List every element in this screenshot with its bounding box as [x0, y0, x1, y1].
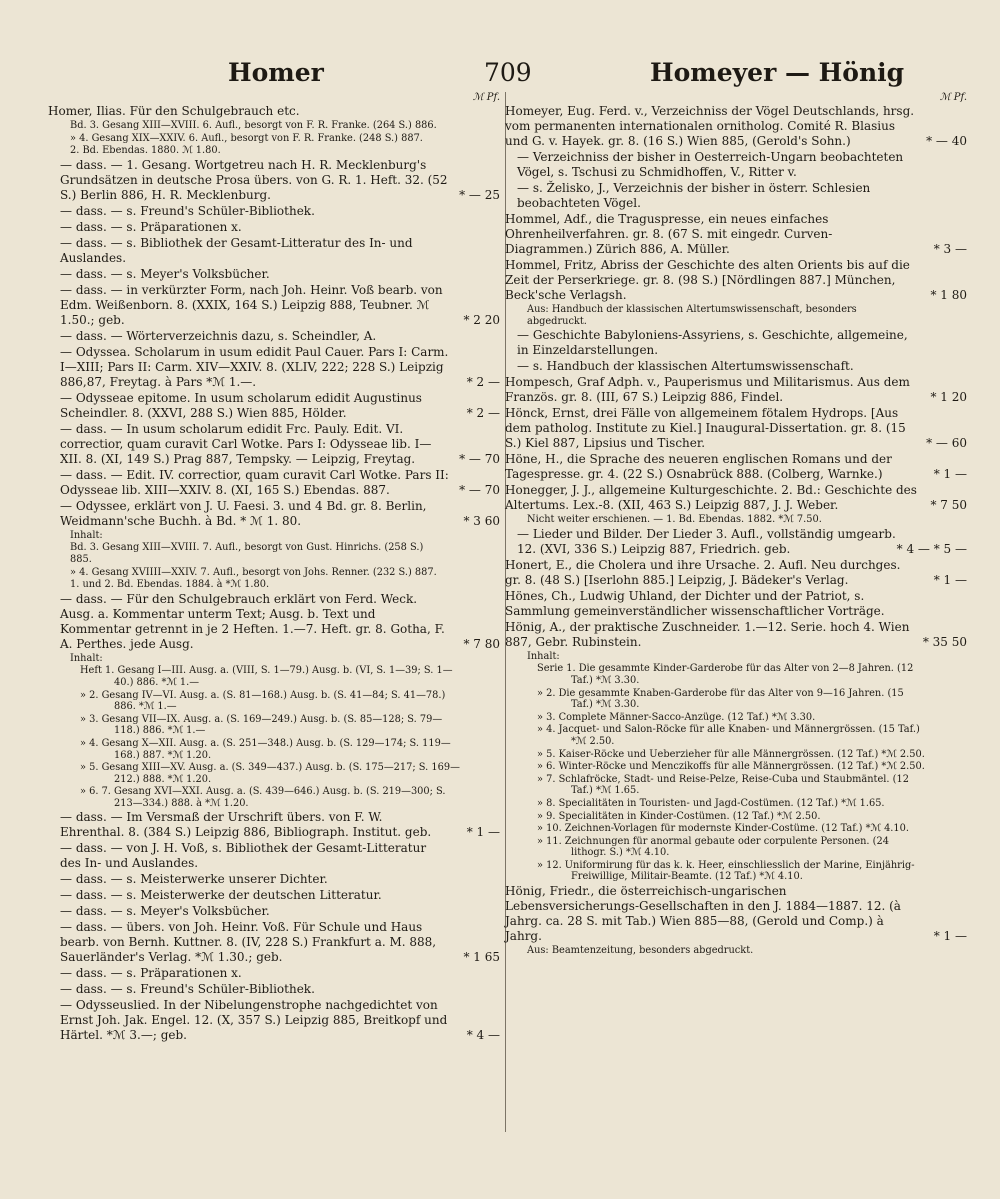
- entry-price: * — 40: [926, 134, 967, 148]
- entry-text: » 4. Gesang XVIIII—XXIV. 7. Aufl., besorgt von Johs. Renner. (232 S.) 887.: [70, 566, 437, 578]
- catalog-entry: [505, 774, 967, 797]
- entry-price: * 1 —: [933, 467, 967, 482]
- entry-text: Inhalt:: [527, 650, 560, 662]
- catalog-entry: [48, 220, 500, 235]
- catalog-entry: [48, 762, 500, 785]
- entry-text: » 4. Gesang X—XII. Ausg. a. (S. 251—348.) Ausg. b. (S. 129—174; S. 119—168.) 887. *ℳ 1.20.: [80, 737, 451, 761]
- left-column: [48, 92, 500, 1044]
- currency-header-right: ℳ Pf.: [939, 92, 967, 103]
- entry-text: » 3. Gesang VII—IX. Ausg. a. (S. 169—249.) Ausg. b. (S. 85—128; S. 79—118.) 886. *ℳ 1.—: [80, 713, 443, 737]
- entry-text: — Verzeichniss der bisher in Oesterreich-Ungarn beobachteten Vögel, s. Tschusi zu Schmidhoffen, V., Ritter v.: [517, 150, 904, 179]
- entry-text: — s. Želisko, J., Verzeichnis der bisher in österr. Schlesien beobachteten Vögel.: [517, 181, 871, 210]
- catalog-entry: [505, 620, 967, 650]
- catalog-entry: [505, 150, 967, 180]
- entry-price: * — 25: [459, 187, 500, 202]
- entry-price: * 7 80: [463, 636, 500, 651]
- catalog-entry: [505, 375, 967, 405]
- entry-text: — dass. — Edit. IV. correctior, quam curavit Carl Wotke. Pars II: Odysseae lib. XIII—XXIV. 8. (XI, 165 S.) Ebendas. 887.: [60, 467, 449, 497]
- entry-text: Honert, E., die Cholera und ihre Ursache. 2. Aufl. Neu durchges. gr. 8. (48 S.) [Iserlohn 885.] Leipzig, J. Bädeker's Verlag.: [505, 557, 901, 587]
- entry-text: — dass. — s. Meyer's Volksbücher.: [60, 266, 270, 281]
- entry-text: 2. Bd. Ebendas. 1880. ℳ 1.80.: [70, 145, 221, 157]
- entry-price: * 4 — * 5 —: [896, 541, 967, 556]
- entry-text: — Odysseae epitome. In usum scholarum edidit Augustinus Scheindler. 8. (XXVI, 288 S.) Wien 885, Hölder.: [60, 390, 422, 420]
- catalog-entry: [48, 872, 500, 887]
- entry-text: Hönig, Friedr., die österreichisch-ungarischen Lebensversicherungs-Gesellschaften in den J. 1884—1887. 12. (à Jahrg. ca. 28 S. mit Tab.) Wien 885—88, (Gerold und Comp.) à Jahrg.: [505, 884, 901, 944]
- catalog-entry: [48, 690, 500, 713]
- catalog-entry: [48, 133, 500, 145]
- catalog-entry: [505, 724, 967, 747]
- entry-price: * 7 50: [930, 498, 967, 513]
- entry-text: Heft 1. Gesang I—III. Ausg. a. (VIII, S. 1—79.) Ausg. b. (VI, S. 1—39; S. 1—40.) 886. *ℳ 1.—: [80, 665, 453, 688]
- catalog-entry: [48, 267, 500, 282]
- catalog-entry: [48, 653, 500, 665]
- catalog-entry: [505, 589, 967, 619]
- catalog-entry: [48, 422, 500, 467]
- entry-text: » 5. Gesang XIII—XV. Ausg. a. (S. 349—437.) Ausg. b. (S. 175—217; S. 169—212.) 888. *ℳ 1.20.: [80, 762, 460, 785]
- catalog-entry: [48, 204, 500, 219]
- entry-text: — dass. — s. Freund's Schüler-Bibliothek.: [60, 982, 315, 997]
- entry-text: 1. und 2. Bd. Ebendas. 1884. à *ℳ 1.80.: [70, 579, 270, 591]
- catalog-entry: [505, 359, 967, 374]
- catalog-entry: [505, 761, 967, 773]
- entry-text: Höne, H., die Sprache des neueren englischen Romans und der Tagespresse. gr. 4. (22 S.) Osnabrück 888. (Colberg, Warnke.): [505, 452, 892, 482]
- entry-text: — dass. — 1. Gesang. Wortgetreu nach H. R. Mecklenburg's Grundsätzen in deutsche Prosa übers. von G. R. 1. Heft. 32. (52 S.) Berlin 886, H. R. Mecklenburg.: [60, 157, 448, 202]
- running-head-right: Homeyer — Hönig: [650, 58, 905, 87]
- entry-text: Hommel, Adf., die Traguspresse, ein neues einfaches Ohrenheilverfahren. gr. 8. (67 S. mit eingedr. Curven-Diagrammen.) Zürich 886, A. Müller.: [505, 212, 833, 256]
- entry-price: * 1 20: [930, 390, 967, 405]
- entry-text: Hönes, Ch., Ludwig Uhland, der Dichter und der Patriot, s. Sammlung gemeinverständlicher wissenschaftlicher Vorträge.: [505, 588, 885, 618]
- catalog-entry: [48, 104, 500, 119]
- entry-text: Honegger, J. J., allgemeine Kulturgeschichte. 2. Bd.: Geschichte des Altertums. Lex.-8. (XII, 463 S.) Leipzig 887, J. J. Weber.: [505, 483, 917, 513]
- catalog-entry: [48, 810, 500, 840]
- running-head-left: Homer: [228, 58, 324, 87]
- catalog-entry: [505, 483, 967, 513]
- entry-text: » 4. Jacquet- und Salon-Röcke für alle Knaben- und Männergrössen. (15 Taf.) *ℳ 2.50.: [537, 724, 920, 747]
- catalog-entry: [48, 468, 500, 498]
- entry-text: Hönck, Ernst, drei Fälle von allgemeinem fötalem Hydrops. [Aus dem patholog. Institute zu Kiel.] Inaugural-Dissertation. gr. 8. (15 S.) Kiel 887, Lipsius und Tischer.: [505, 406, 906, 451]
- entry-text: — dass. — s. Meisterwerke der deutschen Litteratur.: [60, 888, 382, 903]
- entry-text: — dass. — s. Präparationen x.: [60, 219, 242, 234]
- catalog-entry: [505, 663, 967, 686]
- entry-price: * 3 —: [933, 242, 967, 256]
- entry-text: » 2. Gesang IV—VI. Ausg. a. (S. 81—168.) Ausg. b. (S. 41—84; S. 41—78.) 886. *ℳ 1.—: [80, 689, 446, 713]
- entry-text: Bd. 3. Gesang XIII—XVIII. 7. Aufl., besorgt von Gust. Hinrichs. (258 S.) 885.: [70, 542, 424, 565]
- entry-text: Inhalt:: [70, 529, 103, 541]
- entry-price: * — 70: [459, 451, 500, 466]
- entry-text: » 10. Zeichnen-Vorlagen für modernste Kinder-Costüme. (12 Taf.) *ℳ 4.10.: [537, 823, 910, 835]
- catalog-entry: [505, 823, 967, 835]
- catalog-entry: [505, 304, 967, 327]
- entry-text: — s. Handbuch der klassischen Altertumswissenschaft.: [517, 359, 854, 374]
- catalog-entry: [505, 836, 967, 859]
- entry-text: » 2. Die gesammte Knaben-Garderobe für das Alter von 9—16 Jahren. (15 Taf.) *ℳ 3.30.: [537, 687, 904, 711]
- entry-price: * 1 65: [463, 950, 500, 965]
- entry-text: — dass. — s. Meisterwerke unserer Dichter.: [60, 872, 328, 887]
- catalog-entry: [48, 904, 500, 919]
- entry-price: * — 60: [926, 436, 967, 451]
- entry-price: * 1 —: [933, 929, 967, 944]
- catalog-entry: [48, 786, 500, 809]
- catalog-entry: [48, 888, 500, 903]
- entry-text: — Odyssea. Scholarum in usum edidit Paul Cauer. Pars I: Carm. I—XIII; Pars II: Carm. XIV—XXIV. 8. (XLIV, 222; 228 S.) Leipzig 886,87, Freytag. à Pars *ℳ 1.—.: [60, 344, 449, 389]
- entry-text: Hommel, Fritz, Abriss der Geschichte des alten Orients bis auf die Zeit der Perserkriege. gr. 8. (98 S.) [Nördlingen 887.] München, Beck'sche Verlagsh.: [505, 258, 910, 302]
- catalog-entry: [505, 749, 967, 761]
- catalog-entry: [505, 104, 967, 149]
- entry-text: » 4. Gesang XIX—XXIV. 6. Aufl., besorgt von F. R. Franke. (248 S.) 887.: [70, 132, 423, 144]
- catalog-entry: [48, 982, 500, 997]
- catalog-entry: [48, 530, 500, 542]
- catalog-entry: [48, 283, 500, 328]
- catalog-entry: [48, 120, 500, 132]
- catalog-entry: [48, 714, 500, 737]
- entry-price: * 2 —: [466, 374, 500, 389]
- catalog-entry: [48, 579, 500, 591]
- entry-text: Aus: Beamtenzeitung, besonders abgedruckt.: [527, 945, 754, 957]
- entry-text: — dass. — s. Bibliothek der Gesamt-Litteratur des In- und Auslandes.: [60, 235, 413, 265]
- entry-text: — dass. — s. Präparationen x.: [60, 966, 242, 981]
- catalog-entry: [505, 811, 967, 823]
- catalog-entry: [505, 212, 967, 257]
- catalog-entry: [48, 329, 500, 344]
- entry-price: * 2 —: [466, 405, 500, 420]
- entry-text: — dass. — s. Freund's Schüler-Bibliothek.: [60, 203, 315, 218]
- entry-price: * 2 20: [463, 312, 500, 327]
- catalog-entry: [48, 841, 500, 871]
- entry-text: Bd. 3. Gesang XIII—XVIII. 6. Aufl., besorgt von F. R. Franke. (264 S.) 886.: [70, 120, 437, 131]
- catalog-entry: [505, 860, 967, 883]
- catalog-entry: [48, 236, 500, 266]
- entry-text: — Lieder und Bilder. Der Lieder 3. Aufl., vollständig umgearb. 12. (XVI, 336 S.) Leipzig 887, Friedrich. geb.: [517, 526, 896, 556]
- entry-text: » 5. Kaiser-Röcke und Ueberzieher für alle Männergrössen. (12 Taf.) *ℳ 2.50.: [537, 748, 925, 760]
- entry-text: — dass. — Für den Schulgebrauch erklärt von Ferd. Weck. Ausg. a. Kommentar unterm Text; Ausg. b. Text und Kommentar getrennt in je 2 Heften. 1.—7. Heft. gr. 8. Gotha, F. A. Perthes. jede Ausg.: [60, 591, 445, 651]
- page-number: 709: [484, 58, 532, 87]
- entry-text: Nicht weiter erschienen. — 1. Bd. Ebendas. 1882. *ℳ 7.50.: [527, 514, 822, 526]
- catalog-entry: [48, 592, 500, 652]
- entry-text: » 11. Zeichnungen für anormal gebaute oder corpulente Personen. (24 lithogr. S.) *ℳ 4.10.: [537, 835, 889, 859]
- entry-price: * — 70: [459, 482, 500, 497]
- entry-text: Homer, Ilias. Für den Schulgebrauch etc.: [48, 104, 300, 118]
- entry-text: » 3. Complete Männer-Sacco-Anzüge. (12 Taf.) *ℳ 3.30.: [537, 711, 816, 723]
- entry-text: — dass. — s. Meyer's Volksbücher.: [60, 904, 270, 919]
- catalog-entry: [505, 688, 967, 711]
- entry-price: * 1 —: [933, 572, 967, 587]
- entry-price: * 1 80: [930, 288, 967, 302]
- currency-header-left: ℳ Pf.: [472, 92, 500, 103]
- catalog-entry: [505, 452, 967, 482]
- entry-text: » 6. Winter-Röcke und Menczikoffs für alle Männergrössen. (12 Taf.) *ℳ 2.50.: [537, 761, 925, 773]
- entry-text: — Odysseuslied. In der Nibelungenstrophe nachgedichtet von Ernst Joh. Jak. Engel. 12. (X, 357 S.) Leipzig 885, Breitkopf und Härtel. *ℳ 3.—; geb.: [60, 998, 448, 1043]
- entry-price: * 3 60: [463, 513, 500, 528]
- catalog-entry: [48, 158, 500, 203]
- entry-text: Serie 1. Die gesammte Kinder-Garderobe für das Alter von 2—8 Jahren. (12 Taf.) *ℳ 3.30.: [537, 663, 914, 686]
- catalog-entry: [505, 514, 967, 526]
- catalog-entry: [505, 558, 967, 588]
- catalog-entry: [48, 345, 500, 390]
- catalog-entry: [48, 738, 500, 761]
- catalog-entry: [48, 391, 500, 421]
- right-column: [505, 92, 967, 958]
- catalog-entry: [48, 920, 500, 965]
- entry-text: — Odyssee, erklärt von J. U. Faesi. 3. und 4 Bd. gr. 8. Berlin, Weidmann'sche Buchh. à Bd. * ℳ 1. 80.: [60, 498, 427, 528]
- catalog-entry: [48, 665, 500, 688]
- entry-text: — dass. — übers. von Joh. Heinr. Voß. Für Schule und Haus bearb. von Bernh. Kuttner. 8. (IV, 228 S.) Frankfurt a. M. 888, Sauerländer's Verlag. *ℳ 1.30.; geb.: [60, 920, 437, 965]
- catalog-entry: [505, 258, 967, 303]
- entry-text: Hönig, A., der praktische Zuschneider. 1.—12. Serie. hoch 4. Wien 887, Gebr. Rubinstein.: [505, 619, 910, 649]
- catalog-entry: [48, 542, 500, 565]
- entry-text: — dass. — Wörterverzeichnis dazu, s. Scheindler, A.: [60, 328, 377, 343]
- entry-text: Inhalt:: [70, 652, 103, 664]
- catalog-entry: [48, 567, 500, 579]
- catalog-entry: [505, 406, 967, 451]
- entry-text: » 7. Schlafröcke, Stadt- und Reise-Pelze, Reise-Cuba und Staubmäntel. (12 Taf.) *ℳ 1.65.: [537, 773, 909, 797]
- entry-price: * 35 50: [922, 634, 967, 649]
- catalog-entry: [48, 966, 500, 981]
- catalog-entry: [505, 945, 967, 957]
- entry-text: — dass. — von J. H. Voß, s. Bibliothek der Gesamt-Litteratur des In- und Auslandes.: [60, 841, 427, 871]
- catalog-entry: [505, 181, 967, 211]
- catalog-entry: [505, 328, 967, 358]
- entry-text: — Geschichte Babyloniens-Assyriens, s. Geschichte, allgemeine, in Einzeldarstellungen.: [517, 328, 908, 358]
- entry-text: » 8. Specialitäten in Touristen- und Jagd-Costümen. (12 Taf.) *ℳ 1.65.: [537, 797, 885, 809]
- entry-price: * 4 —: [466, 1028, 500, 1043]
- catalog-entry: [505, 712, 967, 724]
- catalog-entry: [505, 798, 967, 810]
- entry-text: Aus: Handbuch der klassischen Altertumswissenschaft, besonders abgedruckt.: [527, 304, 857, 327]
- entry-text: » 12. Uniformirung für das k. k. Heer, einschliesslich der Marine, Einjährig-Freiwillige, Militair-Beamte. (12 Taf.) *ℳ 4.10.: [537, 859, 915, 883]
- entry-text: — dass. — Im Versmaß der Urschrift übers. von F. W. Ehrenthal. 8. (384 S.) Leipzig 886, Bibliograph. Institut. geb.: [60, 810, 432, 840]
- catalog-entry: [505, 527, 967, 557]
- catalog-entry: [48, 499, 500, 529]
- catalog-entry: [505, 651, 967, 663]
- catalog-entry: [505, 884, 967, 944]
- catalog-entry: [48, 998, 500, 1043]
- entry-text: Homeyer, Eug. Ferd. v., Verzeichniss der Vögel Deutschlands, hrsg. vom permanenten internationalen ornitholog. Comité R. Blasius und G. v. Hayek. gr. 8. (16 S.) Wien 885, (Gerold's Sohn.): [505, 104, 915, 148]
- page-header: [0, 58, 1000, 94]
- entry-text: — dass. — in verkürzter Form, nach Joh. Heinr. Voß bearb. von Edm. Weißenborn. 8. (XXIX, 164 S.) Leipzig 888, Teubner. ℳ 1.50.; geb.: [60, 282, 443, 327]
- entry-text: — dass. — In usum scholarum edidit Frc. Pauly. Edit. VI. correctior, quam curavit Carl Wotke. Pars I: Odysseae lib. I—XII. 8. (XI, 149 S.) Prag 887, Tempsky. — Leipzig, Freytag.: [60, 421, 432, 466]
- entry-price: * 1 —: [466, 825, 500, 840]
- entry-text: Hompesch, Graf Adph. v., Pauperismus und Militarismus. Aus dem Französ. gr. 8. (III, 67 S.) Leipzig 886, Findel.: [505, 375, 910, 405]
- catalog-entry: [48, 145, 500, 157]
- right-entries: [505, 104, 967, 957]
- left-entries: [48, 104, 500, 1043]
- entry-text: » 6. 7. Gesang XVI—XXI. Ausg. a. (S. 439—646.) Ausg. b. (S. 219—300; S. 213—334.) 888. à *ℳ 1.20.: [80, 786, 446, 809]
- entry-text: » 9. Specialitäten in Kinder-Costümen. (12 Taf.) *ℳ 2.50.: [537, 810, 821, 822]
